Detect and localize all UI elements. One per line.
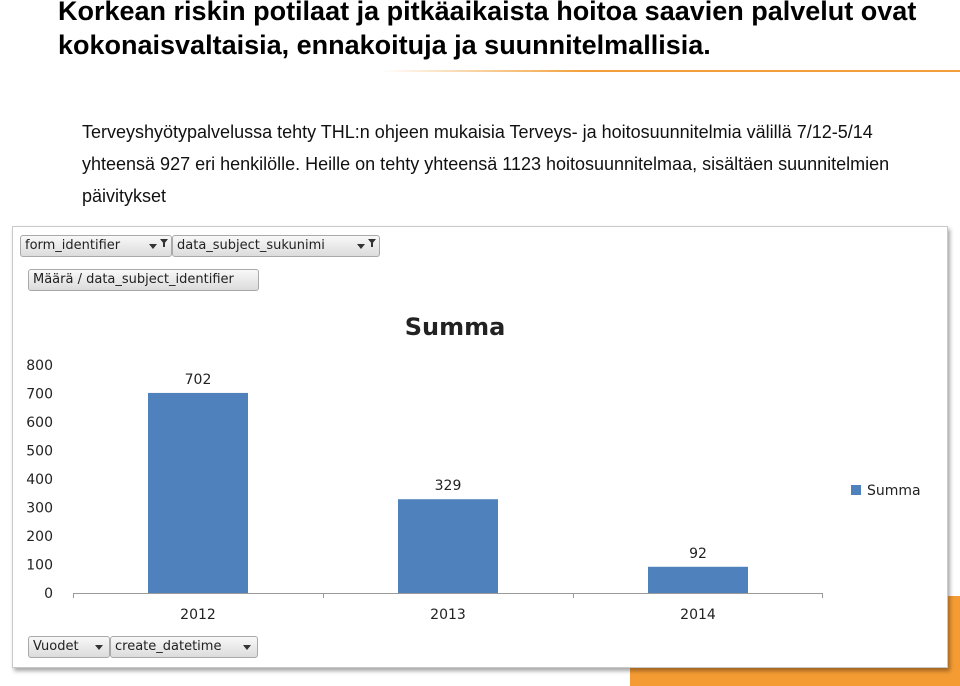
legend-swatch bbox=[851, 485, 861, 495]
y-tick-label: 200 bbox=[26, 529, 53, 545]
y-tick-label: 500 bbox=[26, 443, 53, 460]
slide-title: Korkean riskin potilaat ja pitkäaikaista hoitoa saavien palvelut ovat kokonaisvaltaisia, ennakoituja ja suunnitelmallisia. bbox=[58, 0, 917, 60]
dropdown-arrow-icon bbox=[243, 645, 251, 650]
bar-2013 bbox=[398, 499, 498, 593]
y-tick-label: 400 bbox=[26, 472, 53, 488]
axis-field-button-vuodet[interactable] bbox=[28, 636, 110, 658]
filter-label: form_identifier bbox=[25, 238, 121, 253]
value-field-label: Määrä / data_subject_identifier bbox=[33, 272, 234, 287]
orange-divider-line bbox=[380, 70, 960, 72]
x-tick-label: 2012 bbox=[180, 607, 216, 623]
bar-2014 bbox=[648, 567, 748, 593]
data-label: 329 bbox=[434, 478, 462, 495]
bar-2012 bbox=[148, 393, 248, 593]
x-tick-label: 2013 bbox=[430, 607, 466, 623]
axis-field-button-create-datetime[interactable] bbox=[110, 636, 258, 658]
axis-field-label: Vuodet bbox=[33, 639, 79, 654]
chart-title: Summa bbox=[404, 313, 506, 341]
y-tick-label: 300 bbox=[26, 500, 53, 517]
x-tick-label: 2014 bbox=[680, 607, 716, 623]
dropdown-arrow-icon bbox=[95, 645, 103, 650]
y-tick-label: 800 bbox=[26, 358, 53, 374]
axis-field-label: create_datetime bbox=[115, 639, 222, 654]
legend-label: Summa bbox=[867, 483, 921, 499]
pivot-chart-frame[interactable] bbox=[12, 226, 948, 668]
y-tick-label: 0 bbox=[44, 586, 53, 602]
slide-body-text: Terveyshyötypalvelussa tehty THL:n ohjeen mukaisia Terveys- ja hoitosuunnitelmia välillä 7/12-5/14 yhteensä 927 eri henkilölle. Heille on tehty yhteensä 1123 hoitosuunnitelmaa, sisältäen suunnitelmien päivitykset bbox=[82, 122, 890, 206]
bar-chart bbox=[13, 227, 947, 667]
data-label: 702 bbox=[184, 371, 212, 388]
data-label: 92 bbox=[689, 545, 707, 562]
y-tick-label: 100 bbox=[26, 557, 53, 574]
y-tick-label: 700 bbox=[26, 386, 53, 403]
filter-label: data_subject_sukunimi bbox=[177, 238, 325, 253]
y-tick-label: 600 bbox=[26, 415, 53, 431]
